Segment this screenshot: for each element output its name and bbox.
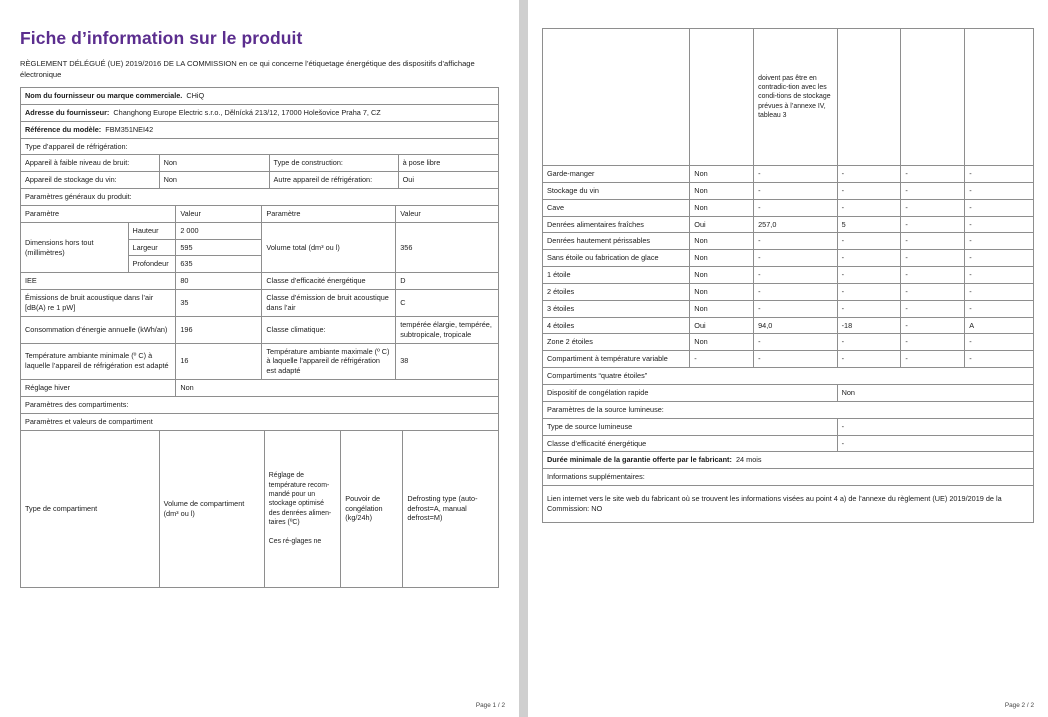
- regulation-subtitle: RÈGLEMENT DÉLÉGUÉ (UE) 2019/2016 DE LA COMMISSION en ce qui concerne l’étiquetage énergétique des dispositifs d’affichage électronique: [20, 59, 475, 79]
- compartment-temp-9: -18: [837, 317, 901, 334]
- compartment-type-4: Denrées hautement périssables: [543, 233, 690, 250]
- compartment-defrost-6: -: [965, 267, 1034, 284]
- table-row: [543, 300, 1034, 317]
- wine-storage-label: Appareil de stockage du vin:: [21, 172, 160, 189]
- table-row: [21, 138, 499, 155]
- dimension-height-label: Hauteur: [128, 222, 176, 239]
- noise-class-value: C: [396, 290, 499, 317]
- light-source-class-value: -: [837, 435, 1033, 452]
- compartment-type-10: Zone 2 étoiles: [543, 334, 690, 351]
- compartment-present-8: Non: [690, 300, 754, 317]
- noise-emission-value: 35: [176, 290, 262, 317]
- compartment-defrost-7: -: [965, 283, 1034, 300]
- table-row: [21, 343, 499, 380]
- table-row: [543, 469, 1034, 486]
- noise-emission-label: Émissions de bruit acoustique dans l’air [dB(A) re 1 pW]: [21, 290, 176, 317]
- compartment-temp-3: 5: [837, 216, 901, 233]
- header-temp-setting: Réglage de température recom-mandé pour un stockage optimisé des denrées alimen-taires (ºC) Ces ré-glages ne: [264, 430, 340, 587]
- table-row: [543, 283, 1034, 300]
- table-row: [543, 486, 1034, 523]
- compartment-defrost-3: -: [965, 216, 1034, 233]
- compartment-temp-4: -: [837, 233, 901, 250]
- compartment-freeze-1: -: [901, 182, 965, 199]
- table-header-row: [21, 430, 499, 587]
- table-row: [543, 216, 1034, 233]
- supplier-address-value: Changhong Europe Electric s.r.o., Dělnícká 213/12, 17000 Holešovice Praha 7, CZ: [113, 107, 381, 117]
- header-temp-setting-continued: doivent pas être en contradic-tion avec les condi-tions de stockage prévues à l’annexe IV, tableau 3: [754, 29, 837, 166]
- compartment-freeze-11: -: [901, 351, 965, 368]
- table-row: [543, 368, 1034, 385]
- compartment-freeze-8: -: [901, 300, 965, 317]
- header-value-2: Valeur: [396, 205, 499, 222]
- table-row: [21, 172, 499, 189]
- iee-value: 80: [176, 273, 262, 290]
- table-row: [543, 233, 1034, 250]
- table-row: [21, 121, 499, 138]
- compartment-volume-11: -: [754, 351, 837, 368]
- compartment-freeze-3: -: [901, 216, 965, 233]
- table-row: [543, 435, 1034, 452]
- section-four-star: Compartiments “quatre étoiles”: [543, 368, 1034, 385]
- table-row: [543, 267, 1034, 284]
- page-gutter: [519, 0, 528, 717]
- table-row: [543, 384, 1034, 401]
- dimensions-label: Dimensions hors tout (millimètres): [21, 222, 129, 273]
- compartment-group-header: Paramètres et valeurs de compartiment: [21, 413, 499, 430]
- compartment-defrost-5: -: [965, 250, 1034, 267]
- supplier-name-value: CHiQ: [186, 91, 205, 100]
- header-compartment-volume: Volume de compartiment (dm³ ou l): [159, 430, 264, 587]
- fast-freeze-value: Non: [837, 384, 1033, 401]
- energy-class-label: Classe d’efficacité énergétique: [262, 273, 396, 290]
- page-title: Fiche d’information sur le produit: [20, 28, 303, 48]
- table-row: [21, 155, 499, 172]
- table-row: [21, 413, 499, 430]
- construction-type-value: à pose libre: [398, 155, 498, 172]
- section-light-source: Paramètres de la source lumineuse:: [543, 401, 1034, 418]
- compartment-type-3: Denrées alimentaires fraîches: [543, 216, 690, 233]
- table-row: [543, 452, 1034, 469]
- winter-setting-value: Non: [176, 380, 499, 397]
- page-2: [528, 0, 1048, 717]
- header-cont-col4: [837, 29, 901, 166]
- table-row: [21, 88, 499, 105]
- table-row: [21, 380, 499, 397]
- annual-energy-label: Consommation d’énergie annuelle (kWh/an): [21, 316, 176, 343]
- compartment-present-6: Non: [690, 267, 754, 284]
- supplier-name-label: Nom du fournisseur ou marque commerciale.: [25, 91, 183, 100]
- dimension-height-value: 2 000: [176, 222, 262, 239]
- dimension-width-value: 595: [176, 239, 262, 256]
- compartment-present-7: Non: [690, 283, 754, 300]
- table-row: [543, 166, 1034, 183]
- compartment-type-8: 3 étoiles: [543, 300, 690, 317]
- annual-energy-value: 196: [176, 316, 262, 343]
- energy-class-value: D: [396, 273, 499, 290]
- dimension-width-label: Largeur: [128, 239, 176, 256]
- page-2-content: [542, 28, 1034, 523]
- supplier-name-cell: [21, 88, 499, 105]
- supplier-address-label: Adresse du fournisseur:: [25, 107, 110, 117]
- light-source-type-value: -: [837, 418, 1033, 435]
- section-general-params: Paramètres généraux du produit:: [21, 189, 499, 206]
- compartment-type-0: Garde-manger: [543, 166, 690, 183]
- model-cell: [21, 121, 499, 138]
- page-2-number: Page 2 / 2: [1004, 702, 1034, 709]
- table-row: [543, 317, 1034, 334]
- header-cont-col5: [901, 29, 965, 166]
- compartment-present-1: Non: [690, 182, 754, 199]
- section-appliance-type: Type d’appareil de réfrigération:: [21, 138, 499, 155]
- compartment-freeze-6: -: [901, 267, 965, 284]
- total-volume-label: Volume total (dm³ ou l): [262, 222, 396, 273]
- table-row: [21, 222, 499, 239]
- table-row: [21, 104, 499, 121]
- compartment-defrost-0: -: [965, 166, 1034, 183]
- iee-label: IEE: [21, 273, 176, 290]
- header-cont-col6: [965, 29, 1034, 166]
- section-additional-info: Informations supplémentaires:: [543, 469, 1034, 486]
- compartment-freeze-5: -: [901, 250, 965, 267]
- compartment-temp-1: -: [837, 182, 901, 199]
- compartment-defrost-1: -: [965, 182, 1034, 199]
- compartment-volume-7: -: [754, 283, 837, 300]
- compartment-defrost-2: -: [965, 199, 1034, 216]
- other-appliance-value: Oui: [398, 172, 498, 189]
- table-header-row: [21, 205, 499, 222]
- light-source-type-label: Type de source lumineuse: [543, 418, 838, 435]
- compartment-temp-6: -: [837, 267, 901, 284]
- header-defrosting-type: Defrosting type (auto-defrost=A, manual defrost=M): [403, 430, 499, 587]
- compartment-temp-11: -: [837, 351, 901, 368]
- total-volume-value: 356: [396, 222, 499, 273]
- compartment-type-9: 4 étoiles: [543, 317, 690, 334]
- compartment-defrost-9: A: [965, 317, 1034, 334]
- fast-freeze-table: [542, 384, 1034, 523]
- table-row: [543, 418, 1034, 435]
- header-compartment-type: Type de compartiment: [21, 430, 160, 587]
- compartment-present-9: Oui: [690, 317, 754, 334]
- compartment-temp-8: -: [837, 300, 901, 317]
- supplier-address-cell: [21, 104, 499, 121]
- table-row: [543, 334, 1034, 351]
- compartment-volume-2: -: [754, 199, 837, 216]
- compartment-volume-9: 94,0: [754, 317, 837, 334]
- compartment-present-0: Non: [690, 166, 754, 183]
- header-param-1: Paramètre: [21, 205, 176, 222]
- compartment-type-2: Cave: [543, 199, 690, 216]
- model-value: FBM351NEI42: [105, 124, 154, 134]
- fast-freeze-label: Dispositif de congélation rapide: [543, 384, 838, 401]
- compartment-type-6: 1 étoile: [543, 267, 690, 284]
- model-label: Référence du modèle:: [25, 124, 102, 134]
- compartment-freeze-4: -: [901, 233, 965, 250]
- compartment-present-10: Non: [690, 334, 754, 351]
- compartment-temp-10: -: [837, 334, 901, 351]
- general-params-table: [20, 205, 499, 414]
- table-row: [543, 199, 1034, 216]
- table-row: [21, 290, 499, 317]
- compartment-freeze-10: -: [901, 334, 965, 351]
- page-1-number: Page 1 / 2: [475, 702, 505, 709]
- header-cont-col2: [690, 29, 754, 166]
- compartment-volume-10: -: [754, 334, 837, 351]
- compartment-present-3: Oui: [690, 216, 754, 233]
- compartment-volume-8: -: [754, 300, 837, 317]
- compartment-volume-5: -: [754, 250, 837, 267]
- dimension-depth-label: Profondeur: [128, 256, 176, 273]
- min-ambient-temp-value: 16: [176, 343, 262, 380]
- compartment-volume-0: -: [754, 166, 837, 183]
- compartment-type-1: Stockage du vin: [543, 182, 690, 199]
- construction-type-label: Type de construction:: [269, 155, 398, 172]
- table-row: [21, 396, 499, 413]
- dimension-depth-value: 635: [176, 256, 262, 273]
- warranty-cell: [543, 452, 1034, 469]
- table-row: [543, 351, 1034, 368]
- min-ambient-temp-label: Température ambiante minimale (º C) à laquelle l’appareil de réfrigération est adapté: [21, 343, 176, 380]
- compartment-type-11: Compartiment à température variable: [543, 351, 690, 368]
- page-1: [0, 0, 519, 717]
- compartment-freeze-7: -: [901, 283, 965, 300]
- compartment-defrost-4: -: [965, 233, 1034, 250]
- compartment-freeze-0: -: [901, 166, 965, 183]
- supplier-table: [20, 87, 499, 155]
- compartment-freeze-9: -: [901, 317, 965, 334]
- compartment-temp-2: -: [837, 199, 901, 216]
- table-row: [543, 401, 1034, 418]
- low-noise-value: Non: [159, 155, 269, 172]
- max-ambient-temp-value: 38: [396, 343, 499, 380]
- appliance-type-table: [20, 154, 499, 206]
- additional-info-text: Lien internet vers le site web du fabricant où se trouvent les informations visées au point 4 a) de l’annexe du règlement (UE) 2019/2019 de la Commission: NO: [543, 486, 1034, 523]
- noise-class-label: Classe d’émission de bruit acoustique dans l’air: [262, 290, 396, 317]
- compartment-continuation-header: [542, 28, 1034, 385]
- header-param-2: Paramètre: [262, 205, 396, 222]
- compartment-defrost-8: -: [965, 300, 1034, 317]
- compartment-present-11: -: [690, 351, 754, 368]
- warranty-label: Durée minimale de la garantie offerte par le fabricant:: [547, 455, 732, 465]
- compartment-present-2: Non: [690, 199, 754, 216]
- table-row: [543, 182, 1034, 199]
- climate-class-label: Classe climatique:: [262, 316, 396, 343]
- compartment-defrost-10: -: [965, 334, 1034, 351]
- compartment-present-4: Non: [690, 233, 754, 250]
- wine-storage-value: Non: [159, 172, 269, 189]
- compartment-freeze-2: -: [901, 199, 965, 216]
- section-compartment-params: Paramètres des compartiments:: [21, 396, 499, 413]
- page-1-content: [20, 28, 499, 588]
- compartment-defrost-11: -: [965, 351, 1034, 368]
- table-row: [21, 273, 499, 290]
- header-cont-col1: [543, 29, 690, 166]
- winter-setting-label: Réglage hiver: [21, 380, 176, 397]
- climate-class-value: tempérée élargie, tempérée, subtropicale, tropicale: [396, 316, 499, 343]
- compartment-header-table: [20, 413, 499, 588]
- low-noise-label: Appareil à faible niveau de bruit:: [21, 155, 160, 172]
- compartment-type-5: Sans étoile ou fabrication de glace: [543, 250, 690, 267]
- compartment-volume-6: -: [754, 267, 837, 284]
- table-row: [543, 250, 1034, 267]
- table-row: [21, 189, 499, 206]
- table-row: [21, 316, 499, 343]
- compartment-volume-3: 257,0: [754, 216, 837, 233]
- table-header-row: [543, 29, 1034, 166]
- warranty-value: 24 mois: [735, 455, 762, 465]
- other-appliance-label: Autre appareil de réfrigération:: [269, 172, 398, 189]
- header-freezing-capacity: Pouvoir de congélation (kg/24h): [341, 430, 403, 587]
- max-ambient-temp-label: Température ambiante maximale (º C) à laquelle l’appareil de réfrigération est adapté: [262, 343, 396, 380]
- compartment-type-7: 2 étoiles: [543, 283, 690, 300]
- compartment-volume-4: -: [754, 233, 837, 250]
- header-value-1: Valeur: [176, 205, 262, 222]
- compartment-temp-5: -: [837, 250, 901, 267]
- compartment-temp-7: -: [837, 283, 901, 300]
- light-source-class-label: Classe d’efficacité énergétique: [543, 435, 838, 452]
- compartment-volume-1: -: [754, 182, 837, 199]
- compartment-present-5: Non: [690, 250, 754, 267]
- compartment-temp-0: -: [837, 166, 901, 183]
